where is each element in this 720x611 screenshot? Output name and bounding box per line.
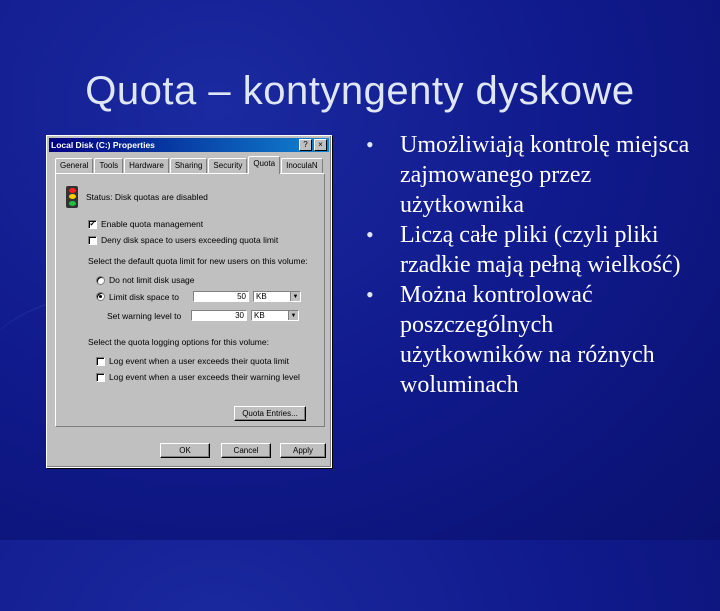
chevron-down-icon: ▼	[290, 292, 300, 301]
tab-strip	[55, 158, 324, 174]
tab-security[interactable]: Security	[208, 158, 247, 173]
tab-sharing[interactable]: Sharing	[170, 158, 208, 173]
log-warning-checkbox[interactable]	[96, 373, 105, 382]
apply-button[interactable]: Apply	[280, 443, 326, 458]
warning-level-label: Set warning level to	[107, 310, 182, 321]
ok-button[interactable]: OK	[160, 443, 210, 458]
log-limit-label: Log event when a user exceeds their quota limit	[109, 356, 290, 366]
limit-unit-value: KB	[256, 292, 267, 301]
slide-title: Quota – kontyngenty dyskowe	[85, 68, 635, 113]
warning-level-row	[107, 310, 299, 321]
no-limit-radio[interactable]	[96, 276, 105, 285]
dialog-titlebar	[49, 138, 329, 152]
enable-quota-row[interactable]	[88, 219, 203, 229]
tab-tools[interactable]: Tools	[94, 158, 123, 173]
log-limit-checkbox[interactable]	[96, 357, 105, 366]
deny-space-row[interactable]	[88, 235, 278, 245]
bullet-item: • Można kontrolować poszczególnych użytkowników na różnych woluminach	[360, 280, 700, 400]
bullet-item: • Liczą całe pliki (czyli pliki rzadkie mają pełną wielkość)	[360, 220, 700, 280]
tab-quota[interactable]: Quota	[248, 156, 280, 174]
no-limit-label: Do not limit disk usage	[109, 275, 195, 285]
limit-space-label: Limit disk space to	[109, 291, 179, 302]
tab-general[interactable]: General	[55, 158, 93, 173]
enable-quota-checkbox[interactable]: ✔	[89, 220, 96, 228]
log-warning-row[interactable]	[96, 372, 300, 382]
properties-dialog	[46, 135, 332, 468]
warning-unit-select[interactable]	[251, 310, 299, 321]
limit-unit-select[interactable]	[253, 291, 301, 302]
limit-space-row[interactable]	[96, 291, 301, 302]
tab-hardware[interactable]: Hardware	[124, 158, 169, 173]
chevron-down-icon: ▼	[288, 311, 298, 320]
warning-unit-value: KB	[254, 311, 265, 320]
traffic-light-icon	[66, 186, 78, 208]
no-limit-row[interactable]	[96, 275, 195, 285]
quota-entries-button[interactable]: Quota Entries...	[234, 406, 306, 421]
log-warning-label: Log event when a user exceeds their warning level	[109, 372, 300, 382]
tab-inoculan[interactable]: InoculаN	[281, 158, 323, 173]
limit-space-radio[interactable]	[96, 292, 105, 301]
logging-heading: Select the quota logging options for this volume:	[88, 337, 269, 347]
help-button[interactable]: ?	[299, 139, 312, 151]
status-text: Status: Disk quotas are disabled	[86, 192, 208, 202]
dialog-title: Local Disk (C:) Properties	[51, 140, 155, 150]
deny-space-label: Deny disk space to users exceeding quota limit	[101, 235, 279, 245]
quota-panel	[55, 173, 325, 427]
cancel-button[interactable]: Cancel	[221, 443, 271, 458]
bullet-item: • Umożliwiają kontrolę miejsca zajmowanego przez użytkownika	[360, 130, 700, 220]
bullet-list	[360, 130, 700, 400]
limit-space-input[interactable]: 50	[193, 291, 249, 302]
deny-space-checkbox[interactable]	[88, 236, 97, 245]
close-button[interactable]: ×	[314, 139, 327, 151]
warning-level-input[interactable]: 30	[191, 310, 247, 321]
default-limit-heading: Select the default quota limit for new users on this volume:	[88, 256, 308, 266]
enable-quota-label: Enable quota management	[101, 219, 204, 229]
status-row	[66, 186, 208, 208]
log-limit-row[interactable]	[96, 356, 289, 366]
